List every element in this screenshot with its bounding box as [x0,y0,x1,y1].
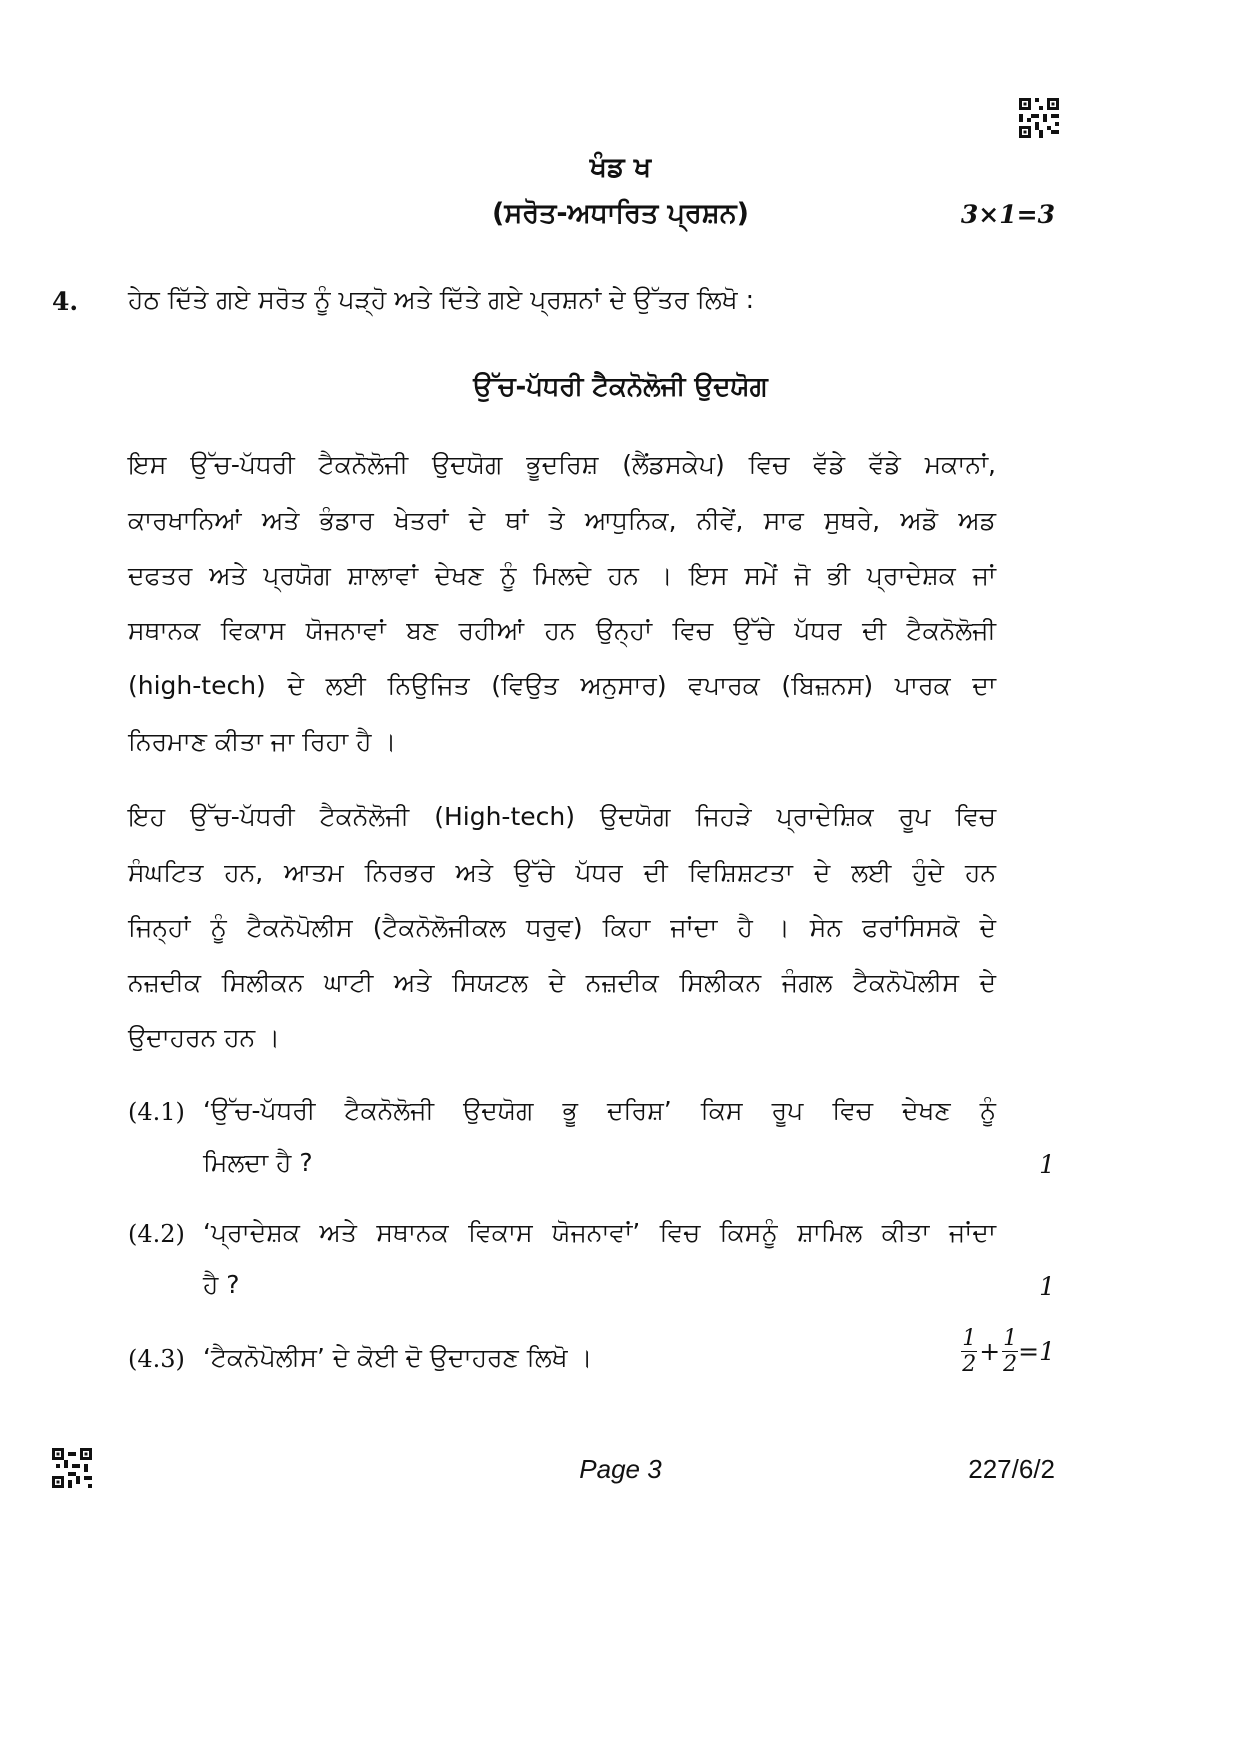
question-instruction: ਹੇਠ ਦਿੱਤੇ ਗਏ ਸਰੋਤ ਨੂੰ ਪੜ੍ਹੋ ਅਤੇ ਦਿੱਤੇ ਗਏ ਪ੍ਰਸ਼ਨਾਂ ਦੇ ਉੱਤਰ ਲਿਖੋ : [128,285,755,314]
passage-line: ਜਿਨ੍ਹਾਂ ਨੂੰ ਟੈਕਨੋਪੋਲੀਸ (ਟੈਕਨੋਲੋਜੀਕਲ ਧਰੁਵ) ਕਿਹਾ ਜਾਂਦਾ ਹੈ । ਸੇਨ ਫਰਾਂਸਿਸਕੋ ਦੇ [128,913,996,942]
sub-question-text: ‘ਉੱਚ-ਪੱਧਰੀ ਟੈਕਨੋਲੋਜੀ ਉਦਯੋਗ ਭੂ ਦਰਿਸ਼’ ਕਿਸ ਰੂਪ ਵਿਚ ਦੇਖਣ ਨੂੰ [203,1096,996,1125]
sub-question-marks [961,1326,1055,1378]
fraction-denominator: 2 [1003,1352,1018,1378]
passage-line: (high-tech) ਦੇ ਲਈ ਨਿਉਜਿਤ (ਵਿਉਤ ਅਨੁਸਾਰ) ਵਪਾਰਕ (ਬਿਜ਼ਨਸ) ਪਾਰਕ ਦਾ [128,671,996,700]
sub-question-text: ਹੈ ? [203,1270,240,1299]
plus-sign: + [979,1337,1001,1367]
page-number: Page 3 [579,1454,662,1484]
passage-line: ਸਥਾਨਕ ਵਿਕਾਸ ਯੋਜਨਾਵਾਂ ਬਣ ਰਹੀਆਂ ਹਨ ਉਨ੍ਹਾਂ ਵਿਚ ਉੱਚੇ ਪੱਧਰ ਦੀ ਟੈਕਨੋਲੋਜੀ [128,616,996,645]
fraction-half [961,1326,977,1378]
sub-question-text: ਮਿਲਦਾ ਹੈ ? [203,1148,313,1177]
passage-line: ਨਜ਼ਦੀਕ ਸਿਲੀਕਨ ਘਾਟੀ ਅਤੇ ਸਿਯਟਲ ਦੇ ਨਜ਼ਦੀਕ ਸਿਲੀਕਨ ਜੰਗਲ ਟੈਕਨੋਪੋਲੀਸ ਦੇ [128,968,996,997]
passage-line: ਸੰਘਟਿਤ ਹਨ, ਆਤਮ ਨਿਰਭਰ ਅਤੇ ਉੱਚੇ ਪੱਧਰ ਦੀ ਵਿਸ਼ਿਸ਼ਟਤਾ ਦੇ ਲਈ ਹੁੰਦੇ ਹਨ [128,858,996,887]
sub-question-marks: 1 [1039,1150,1055,1179]
passage-line: ਇਸ ਉੱਚ-ਪੱਧਰੀ ਟੈਕਨੋਲੋਜੀ ਉਦਯੋਗ ਭੂਦਰਿਸ਼ (ਲੈਂਡਸਕੇਪ) ਵਿਚ ਵੱਡੇ ਵੱਡੇ ਮਕਾਨਾਂ, [128,450,996,479]
sub-question-text: ‘ਟੈਕਨੋਪੋਲੀਸ’ ਦੇ ਕੋਈ ਦੋ ਉਦਾਹਰਣ ਲਿਖੋ । [203,1343,593,1372]
marks-total: =1 [1018,1337,1055,1367]
sub-question-number: (4.2) [128,1220,185,1248]
passage-line: ਕਾਰਖਾਨਿਆਂ ਅਤੇ ਭੰਡਾਰ ਖੇਤਰਾਂ ਦੇ ਥਾਂ ਤੇ ਆਧੁਨਿਕ, ਨੀਵੇਂ, ਸਾਫ ਸੁਥਰੇ, ਅਡੋ ਅਡ [128,506,996,535]
fraction-denominator: 2 [962,1352,977,1378]
fraction-numerator: 1 [962,1326,977,1351]
question-number: 4. [52,287,79,316]
passage-line: ਦਫਤਰ ਅਤੇ ਪ੍ਰਯੋਗ ਸ਼ਾਲਾਵਾਂ ਦੇਖਣ ਨੂੰ ਮਿਲਦੇ ਹਨ । ਇਸ ਸਮੇਂ ਜੋ ਭੀ ਪ੍ਰਾਦੇਸ਼ਕ ਜਾਂ [128,561,996,590]
section-marks: 3×1=3 [960,200,1055,229]
sub-question-marks: 1 [1039,1272,1055,1301]
section-title: ਖੰਡ ਖ [589,152,652,183]
qr-code-icon [1019,98,1059,138]
sub-question-number: (4.1) [128,1098,185,1126]
paper-code: 227/6/2 [968,1454,1055,1484]
fraction-half [1002,1326,1018,1378]
section-subtitle: (ਸਰੋਤ-ਅਧਾਰਿਤ ਪ੍ਰਸ਼ਨ) [492,198,749,229]
sub-question-text: ‘ਪ੍ਰਾਦੇਸ਼ਕ ਅਤੇ ਸਥਾਨਕ ਵਿਕਾਸ ਯੋਜਨਾਵਾਂ’ ਵਿਚ ਕਿਸਨੂੰ ਸ਼ਾਮਿਲ ਕੀਤਾ ਜਾਂਦਾ [203,1218,996,1247]
passage-line: ਨਿਰਮਾਣ ਕੀਤਾ ਜਾ ਰਿਹਾ ਹੈ । [128,727,397,756]
fraction-numerator: 1 [1003,1326,1018,1351]
passage-title: ਉੱਚ-ਪੱਧਰੀ ਟੈਕਨੋਲੋਜੀ ਉਦਯੋਗ [473,372,768,402]
passage-line: ਉਦਾਹਰਨ ਹਨ । [128,1023,280,1052]
passage-line: ਇਹ ਉੱਚ-ਪੱਧਰੀ ਟੈਕਨੋਲੋਜੀ (High-tech) ਉਦਯੋਗ ਜਿਹੜੇ ਪ੍ਰਾਦੇਸ਼ਿਕ ਰੂਪ ਵਿਚ [128,802,996,831]
sub-question-number: (4.3) [128,1345,185,1373]
